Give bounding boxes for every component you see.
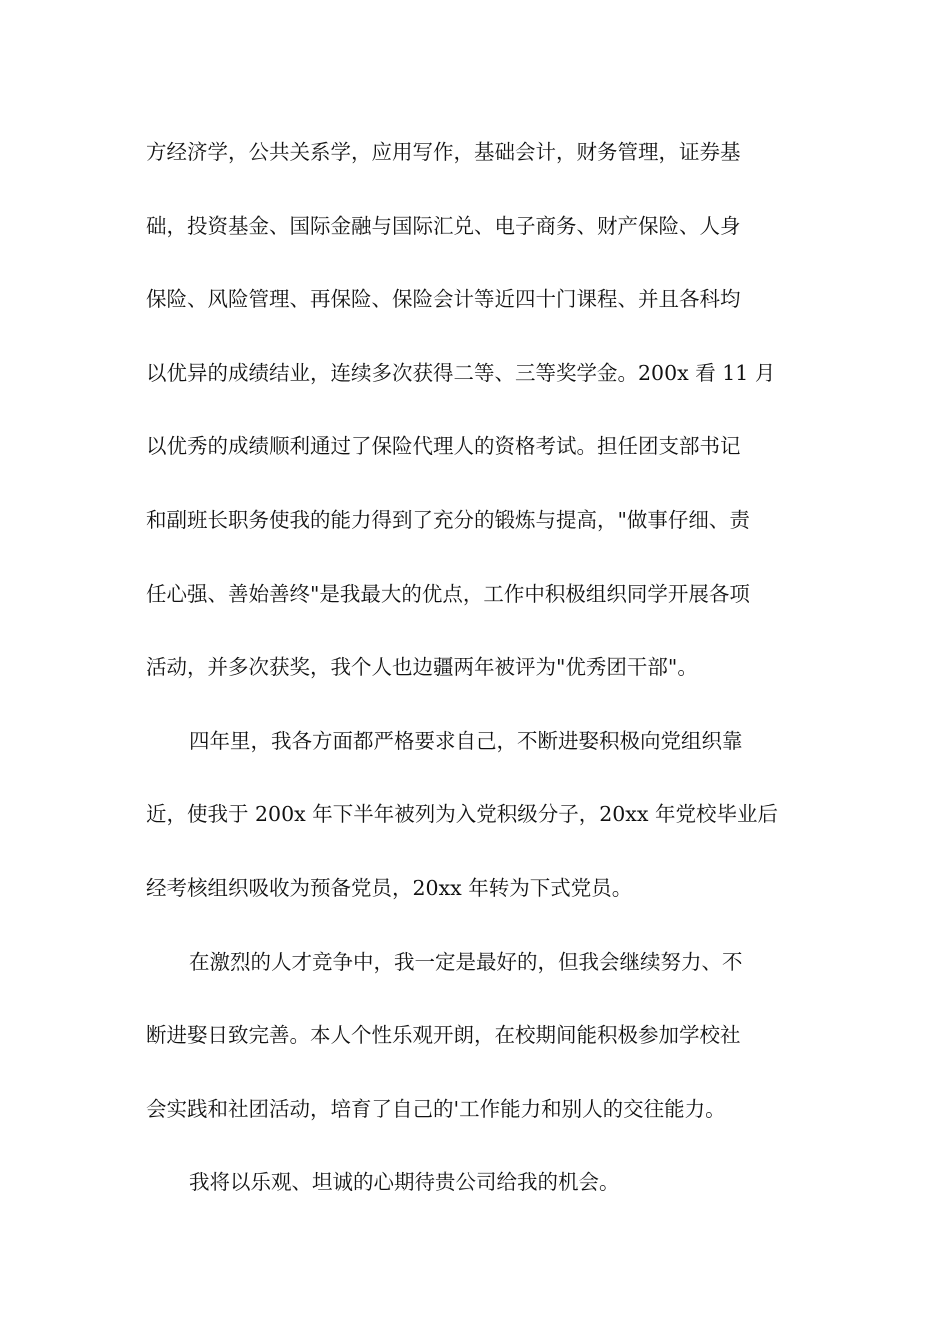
paragraph-4	[146, 1158, 806, 1232]
document-body	[146, 128, 806, 1232]
text-line: 以优异的成绩结业，连续多次获得二等、三等奖学金。200x 看 11 月	[146, 360, 776, 385]
paragraph-2	[146, 717, 806, 938]
text-line-first: 在激烈的人才竞争中，我一定是最好的，但我会继续努力、不	[189, 949, 743, 974]
text-line: 断进娶日致完善。本人个性乐观开朗，在校期间能积极参加学校社	[146, 1023, 741, 1048]
text-line: 近，使我于 200x 年下半年被列为入党积级分子，20xx 年党校毕业后	[146, 802, 778, 827]
text-line: 任心强、善始善终"是我最大的优点，工作中积极组织同学开展各项	[146, 581, 750, 606]
text-line-first: 我将以乐观、坦诚的心期待贵公司给我的机会。	[189, 1170, 620, 1195]
text-line: 础，投资基金、国际金融与国际汇兑、电子商务、财产保险、人身	[146, 213, 741, 238]
text-line: 以优秀的成绩顺利通过了保险代理人的资格考试。担任团支部书记	[146, 434, 741, 459]
text-line-first: 四年里，我各方面都严格要求自己，不断进娶积极向党组织靠	[189, 728, 743, 753]
text-line: 和副班长职务使我的能力得到了充分的锻炼与提高，"做事仔细、责	[146, 507, 750, 532]
paragraph-3	[146, 938, 806, 1159]
text-line: 方经济学，公共关系学，应用写作，基础会计，财务管理，证券基	[146, 140, 741, 164]
text-line: 活动，并多次获奖，我个人也边疆两年被评为"优秀团干部"。	[146, 655, 698, 680]
paragraph-1	[146, 128, 806, 717]
text-line: 会实践和社团活动，培育了自己的'工作能力和别人的交往能力。	[146, 1096, 726, 1121]
text-line: 保险、风险管理、再保险、保险会计等近四十门课程、并且各科均	[146, 287, 741, 312]
text-line: 经考核组织吸收为预备党员，20xx 年转为下式党员。	[146, 875, 633, 900]
